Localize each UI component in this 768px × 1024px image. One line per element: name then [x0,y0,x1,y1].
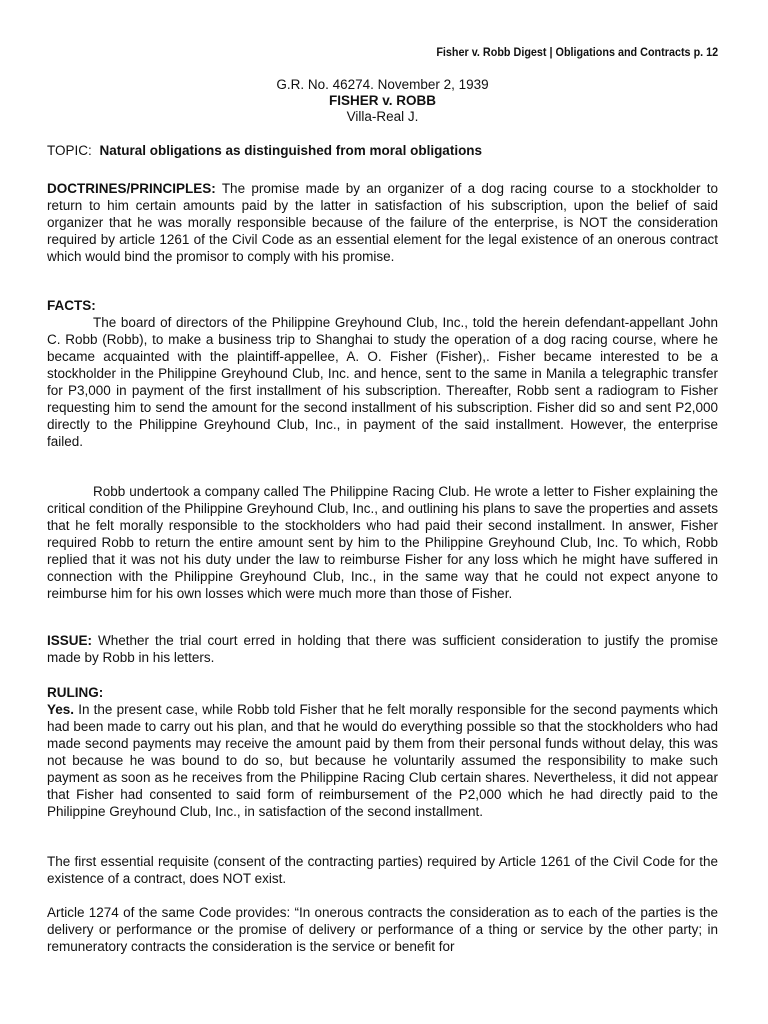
ruling-paragraph-3: Article 1274 of the same Code provides: “In onerous contracts the consideration as to each of the parties is the delivery or performance or the promise of delivery or performance of a thing or service by the other party; in remuneratory contracts the consideration is the service or benefit for [47,905,718,954]
facts-section [47,297,718,450]
doctrines-paragraph [47,180,718,265]
ruling-answer: Yes. [47,702,75,717]
facts-paragraph-2: Robb undertook a company called The Philippine Racing Club. He wrote a letter to Fisher explaining the critical condition of the Philippine Greyhound Club, Inc., and outlining his plans to save the properties and assets that he felt morally responsible to the stockholders who had paid their second installment. In answer, Fisher required Robb to return the entire amount sent by him to the Philippine Greyhound Club, Inc. To which, Robb replied that it was not his duty under the law to reimburse Fisher for any loss which he might have suffered in connection with the Philippine Greyhound Club, Inc., in the same way that he could not expect anyone to reimburse him for his own losses which were much more than those of Fisher. [47,484,718,601]
issue-text: Whether the trial court erred in holding that there was sufficient consideration to justify the promise made by Robb in his letters. [47,633,718,665]
case-heading [47,77,718,125]
ruling-section-2 [47,853,718,887]
facts-label: FACTS: [47,298,96,313]
doctrines-section [47,180,718,265]
facts-paragraph-1: The board of directors of the Philippine Greyhound Club, Inc., told the herein defendant-appellant John C. Robb (Robb), to make a business trip to Shanghai to study the operation of a dog racing course, where he became acquainted with the plaintiff-appellee, A. O. Fisher (Fisher),. Fisher became interested to be a stockholder in the Philippine Greyhound Club, Inc. and hence, sent to the same in Manila a telegraphic transfer for P3,000 in payment of the first installment of his subscription. Thereafter, Robb sent a radiogram to Fisher requesting him to send the amount for the second installment of his subscription. Fisher did so and sent P2,000 directly to the Philippine Greyhound Club, Inc., in payment of the said installment. However, the enterprise failed. [47,315,718,449]
running-header: Fisher v. Robb Digest | Obligations and Contracts p. 12 [436,45,718,59]
ruling-label: RULING: [47,685,104,700]
topic-line [47,143,482,158]
ruling-text-1: In the present case, while Robb told Fisher that he felt morally responsible for the second payments which had been made to carry out his plan, and that he would do everything possible so that the stockholders who had made second payments may receive the amount paid by them from their personal funds without delay, this was not because he was bound to do so, but because he voluntarily assumed the responsibility to make such payment as soon as he receives from the Philippine Racing Club certain shares. Nevertheless, it did not appear that Fisher had consented to said form of reimbursement of the P2,000 which he had directly paid to the Philippine Greyhound Club, Inc., in satisfaction of the second installment. [47,702,718,819]
issue-section [47,632,718,666]
doctrines-text: The promise made by an organizer of a dog racing course to a stockholder to return to him certain amounts paid by the latter in satisfaction of his subscription, upon the belief of said organizer that he was morally responsible because of the failure of the enterprise, is NOT the consideration required by article 1261 of the Civil Code as an essential element for the legal existence of an onerous contract which would bind the promisor to comply with his promise. [47,181,718,264]
issue-label: ISSUE: [47,633,93,648]
topic-text: Natural obligations as distinguished from moral obligations [99,143,483,158]
facts-section-continued [47,483,718,602]
ruling-section-3 [47,904,718,955]
doctrines-label: DOCTRINES/PRINCIPLES: [47,181,216,196]
ruling-paragraph-1 [47,701,718,820]
case-title: FISHER v. ROBB [328,93,436,108]
gr-number-line: G.R. No. 46274. November 2, 1939 [276,77,489,92]
issue-paragraph [47,632,718,666]
ponente: Villa-Real J. [346,109,419,124]
ruling-section [47,684,718,820]
topic-label: TOPIC: [47,143,92,158]
ruling-paragraph-2: The first essential requisite (consent of the contracting parties) required by Article 1261 of the Civil Code for the existence of a contract, does NOT exist. [47,854,718,886]
